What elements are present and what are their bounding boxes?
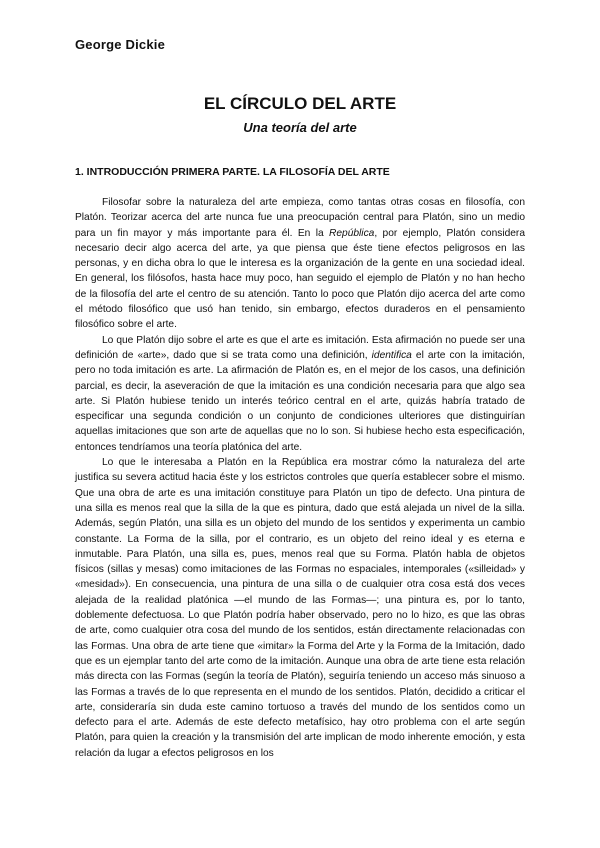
section-heading: 1. INTRODUCCIÓN PRIMERA PARTE. LA FILOSOFÍA DEL ARTE — [75, 166, 390, 178]
emphasis: identifica — [371, 349, 412, 361]
paragraph: Lo que le interesaba a Platón en la República era mostrar cómo la naturaleza del arte justifica su severa actitud hacia éste y los estrictos controles que quería establecer sobre el mismo. Que una obra de arte es una imitación constituye para Platón un tipo de defecto. Una pintura de una silla es menos real que la silla de la que es pintura, dado que está alejada un nivel de la silla. Además, según Platón, una silla es un objeto del mundo de los sentidos y experimenta un cambio constante. La Forma de la silla, por el contrario, es un objeto del reino ideal y es eterna e inmutable. Para Platón, una silla es, pues, menos real que su Forma. Platón habla de objetos físicos (sillas y mesas) como imitaciones de las Formas no espaciales, intemporales («silleidad» y «mesidad»). En consecuencia, una pintura de una silla o de cualquier otra cosa está dos veces alejada de la realidad platónica —el mundo de las Formas—; una pintura es, por lo tanto, doblemente defectuosa. Lo que Platón podría haber observado, pero no lo hizo, es que las obras de arte, como cualquier otra cosa del mundo de los sentidos, están directamente relacionadas con las Formas. Una obra de arte tiene que «imitar» la Forma del Arte y la Forma de la Imitación, dado que es un ejemplar tanto del arte como de la imitación. Aunque una obra de arte tiene esta relación más directa con las Formas (según la teoría de Platón), seguiría teniendo un acceso más sinuoso a las Formas a través de lo que representa en el mundo de los sentidos. Platón, decidido a criticar el arte, consideraría sin duda este camino tortuoso a través del mundo de los sentidos como un defecto para el arte. Además de este defecto metafísico, hay otro problema con el arte según Platón, para quien la creación y la transmisión del arte implican de modo inherente emoción, y esta relación da lugar a efectos peligrosos en los — [75, 457, 525, 759]
body-text — [75, 195, 525, 761]
emphasis: República — [329, 227, 375, 239]
document-subtitle: Una teoría del arte — [243, 120, 357, 135]
paragraph: Filosofar sobre la naturaleza del arte empieza, como tantas otras cosas en filosofía, con Platón. Teorizar acerca del arte nunca fue una preocupación central para Platón, sino un medio para un fin mayor y más importante para él. En la República, por ejemplo, Platón considera necesario decir algo acerca del arte, ya que piensa que éste tiene efectos peligrosos en las personas, y en dicha obra lo que le interesa es la organización de la gente en una sociedad ideal. En general, los filósofos, hasta hace muy poco, han seguido el ejemplo de Platón y no han hecho de la filosofía del arte el centro de su atención. Tanto lo poco que Platón dijo acerca del arte como el método filosófico que usó han tenido, sin embargo, efectos duraderos en el pensamiento filosófico sobre el arte. — [75, 197, 525, 331]
paragraph: Lo que Platón dijo sobre el arte es que el arte es imitación. Esta afirmación no puede ser una definición de «arte», dado que si se trata como una definición, identifica el arte con la imitación, pero no toda imitación es arte. La afirmación de Platón es, en el mejor de los casos, una definición parcial, es decir, la aseveración de que la imitación es una condición necesaria para que algo sea arte. Si Platón hubiese tenido un interés teórico central en el arte, quizás habría tratado de especificar una segunda condición o un conjunto de condiciones ulteriores que distinguirían aquellas imitaciones que son arte de aquellas que no lo son. Si hubiese hecho esta especificación, entonces tendríamos una teoría platónica del arte. — [75, 334, 525, 453]
author-name: George Dickie — [75, 37, 166, 52]
document-title: EL CÍRCULO DEL ARTE — [203, 94, 397, 113]
